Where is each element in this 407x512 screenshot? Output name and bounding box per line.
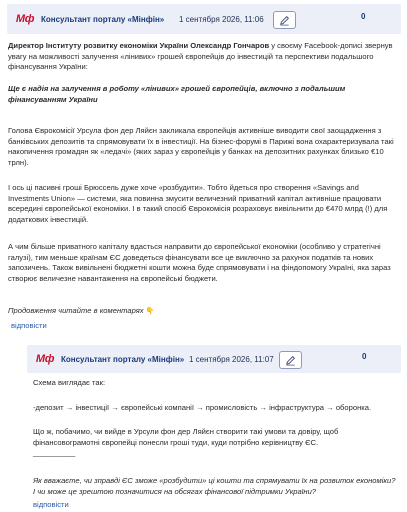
reply-header	[27, 345, 401, 373]
post-header	[7, 4, 401, 34]
pencil-icon	[279, 15, 290, 26]
post-author[interactable]: Консультант порталу «Мінфін»	[41, 15, 165, 24]
post-intro-bold: Директор Інституту розвитку економіки України Олександр Гончаров	[8, 41, 270, 50]
continue-text: Продовження читайте в коментарях	[8, 306, 144, 315]
reply-rating-count: 0	[362, 352, 367, 361]
post-intro	[8, 41, 400, 73]
pointing-down-icon: 👇	[145, 308, 155, 315]
post-paragraph-1: Голова Єврокомісії Урсула фон дер Ляйєн закликала європейців активніше виводити свої заощадження з банківських депозитів та спрямовувати їх в інвестиції. На бізнес-форумі в Парижі вона охарактеризувала такі накопичення громадян як «ледачі» (яких зараз у європейців у банках на депозитних рахунках близько €10 трлн).	[8, 126, 394, 167]
pencil-icon	[285, 355, 296, 366]
post-reply-link[interactable]: відповісти	[11, 321, 47, 330]
post-date: 1 сентября 2026, 11:06	[179, 15, 264, 24]
reply-date: 1 сентября 2026, 11:07	[189, 355, 274, 364]
post-paragraph-2: І ось ці пасивні гроші Брюссель дуже хоче «розбудити». Тобто йдеться про створення «Savings and Investments Union» — системи, яка повинна змусити величезний приватний капітал активніше працювати всередині європейської економіки. І в такий спосіб Єврокомісія розраховує вивільнити до €470 млрд (!) для додаткових інвестицій.	[8, 183, 388, 224]
minfin-logo: Мф	[35, 353, 55, 365]
reply-reply-link[interactable]: відповісти	[33, 500, 69, 509]
post-continue-note	[8, 306, 400, 318]
reply-divider: __________	[33, 448, 76, 457]
reply-author[interactable]: Консультант порталу «Мінфін»	[61, 355, 185, 364]
reply-scheme-chain: -депозит → інвестиції → європейські компанії → промисловість → інфраструктура → оборонка.	[33, 403, 372, 412]
post-rating-count: 0	[361, 12, 366, 21]
post-headline: Ще є надія на залучення в роботу «лінивих» грошей європейців, включно з подальшим фінансуванням України	[8, 84, 346, 104]
post-paragraph-3: А чим більше приватного капіталу вдасться направити до європейської економіки (особливо у стратегічні галузі), тим меньше країнам ЄС доведеться фінансувати все це виключно за рахунок податків та нових запозичень. Також вивільнені бюджетні кошти можна буде спрямовувати і на фіндопомогу Україні, яка зараз створює величезне навантаження на європейські бюджети.	[8, 242, 391, 283]
minfin-logo: Мф	[15, 13, 35, 25]
edit-button[interactable]	[279, 351, 302, 369]
post-intro-rest: у своєму Facebook-дописі звернув увагу на можливості залучення «лінивих» грошей європейців до інвестицій та перспективи подальшого фінансування України:	[8, 41, 393, 71]
reply-paragraph: Що ж, побачимо, чи вийде в Урсули фон дер Ляйєн створити такі умови та довіру, щоб фінансовограмотні європейці понесли гроші туди, куди потрібно керівництву ЄС.	[33, 427, 339, 447]
edit-button[interactable]	[273, 11, 296, 29]
reply-scheme-label: Схема виглядає так:	[33, 378, 106, 387]
reply-question: Як вважаєте, чи зправді ЄС зможе «розбудити» ці кошти та спрямувати їх на розвиток економіки? І чи може це зрештою позначитися на обсягах фінансової підтримки України?	[33, 476, 396, 496]
